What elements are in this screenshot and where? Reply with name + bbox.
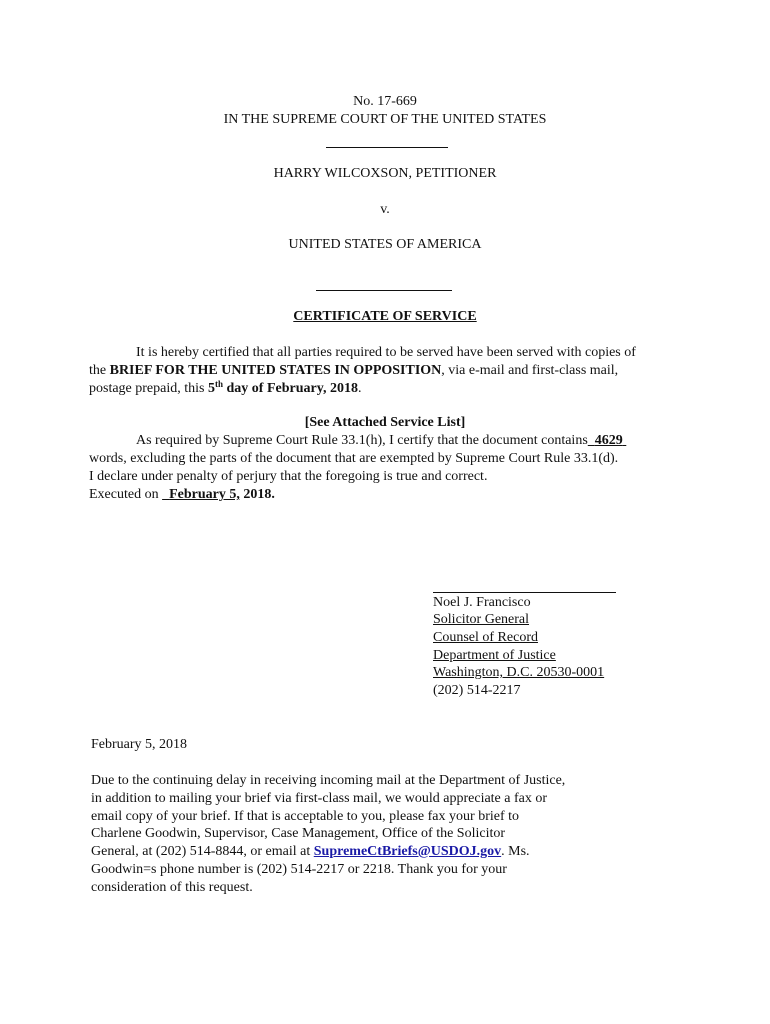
versus-label: v. — [380, 202, 390, 217]
docket-number: No. 17-669 — [353, 94, 417, 109]
court-name: IN THE SUPREME COURT OF THE UNITED STATES — [223, 112, 547, 127]
signer-role: Counsel of Record — [433, 630, 538, 645]
paragraph-line: I declare under penalty of perjury that the foregoing is true and correct. — [89, 469, 488, 484]
note-line: email copy of your brief. If that is acceptable to you, please fax your brief to — [91, 809, 520, 824]
respondent-name: UNITED STATES OF AMERICA — [288, 237, 482, 252]
paragraph-line: the BRIEF FOR THE UNITED STATES IN OPPOSITION, via e-mail and first-class mail, — [89, 363, 619, 378]
note-line: Due to the continuing delay in receiving incoming mail at the Department of Justice, — [91, 773, 566, 788]
paragraph-line: As required by Supreme Court Rule 33.1(h), I certify that the document contains 4629 — [136, 433, 626, 449]
note-line: Goodwin=s phone number is (202) 514-2217 or 2218. Thank you for your — [91, 862, 507, 877]
signer-address: Washington, D.C. 20530-0001 — [433, 665, 605, 680]
email-link[interactable]: SupremeCtBriefs@USDOJ.gov — [313, 844, 502, 859]
note-line: Charlene Goodwin, Supervisor, Case Management, Office of the Solicitor — [91, 826, 506, 841]
note-date: February 5, 2018 — [91, 737, 188, 752]
note-line: General, at (202) 514-8844, or email at SupremeCtBriefs@USDOJ.gov. Ms. — [91, 844, 530, 859]
paragraph-line: postage prepaid, this 5th day of February, 2018. — [89, 379, 362, 396]
caption-divider — [326, 147, 448, 148]
signature-line — [433, 592, 616, 593]
note-line: consideration of this request. — [91, 880, 253, 895]
signer-title: Solicitor General — [433, 612, 530, 627]
service-list-note: [See Attached Service List] — [304, 415, 466, 430]
paragraph-line: It is hereby certified that all parties required to be served have been served with copies of — [136, 345, 636, 360]
caption-divider-2 — [316, 290, 452, 291]
certificate-title: CERTIFICATE OF SERVICE — [293, 309, 477, 324]
word-count: 4629 — [594, 433, 623, 448]
signer-name: Noel J. Francisco — [433, 595, 531, 610]
executed-line: Executed on February 5, 2018. — [89, 487, 275, 502]
signer-phone: (202) 514-2217 — [433, 683, 521, 698]
note-line: in addition to mailing your brief via first-class mail, we would appreciate a fax or — [91, 791, 548, 806]
paragraph-line: words, excluding the parts of the document that are exempted by Supreme Court Rule 33.1(d). — [89, 451, 619, 466]
brief-title: BRIEF FOR THE UNITED STATES IN OPPOSITION — [109, 363, 442, 378]
signer-department: Department of Justice — [433, 648, 556, 663]
petitioner-name: HARRY WILCOXSON, PETITIONER — [273, 166, 497, 181]
